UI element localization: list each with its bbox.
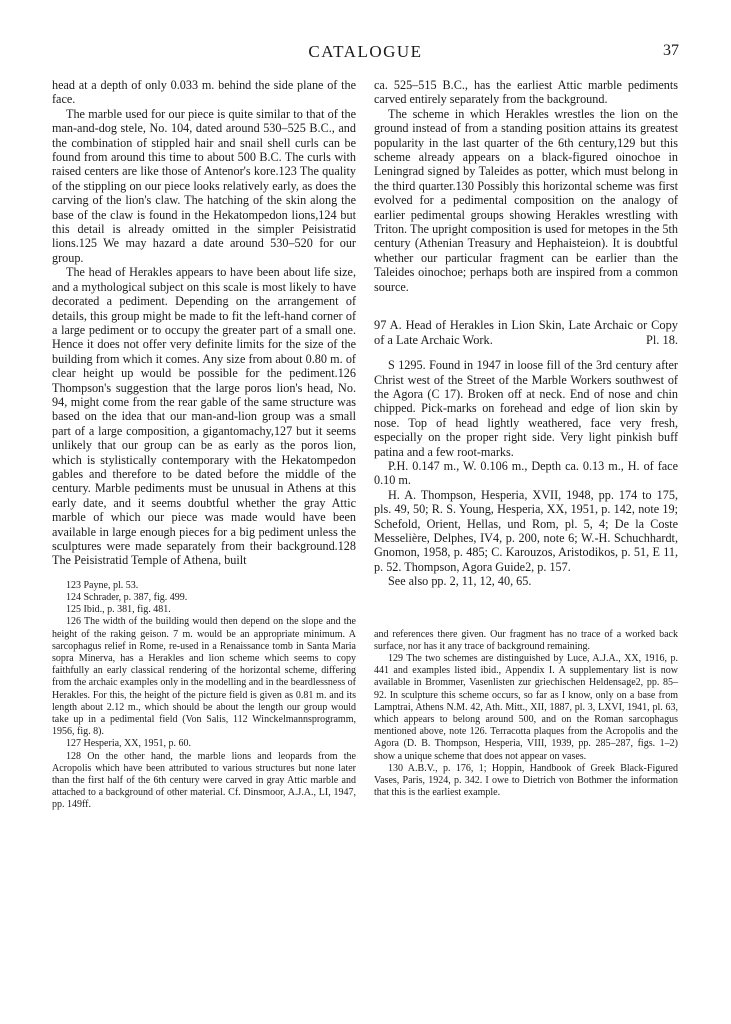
footnote: 129 The two schemes are distinguished by Luce, A.J.A., XX, 1916, p. 441 and examples listed ibid., Appendix I. A supplementary list is now available in Brommer, Vasenlisten zur griechischen Heldensage2, pp. 85–92. In sculpture this scheme occurs, so far as I know, only on a base from Lamptrai, Athens N.M. 42, Ath. Mitt., XII, 1887, pl. 3, LXVI, 1941, pl. 63, which appears to belong around 500, and on the Roman sarcophagus mentioned above, note 126. Terracotta plaques from the Acropolis and the Agora (D. B. Thompson, Hesperia, VIII, 1939, pp. 285–287, figs. 1–2) show a unique scheme that does not appear on vases.: [374, 653, 678, 762]
entry-dimensions: P.H. 0.147 m., W. 0.106 m., Depth ca. 0.13 m., H. of face 0.10 m.: [374, 458, 678, 488]
footnotes-left: [52, 580, 356, 812]
catalogue-entry-title: [374, 318, 678, 348]
page-number: 37: [663, 42, 679, 59]
body-paragraph: head at a depth of only 0.033 m. behind the side plane of the face.: [52, 78, 356, 107]
footnote: 124 Schrader, p. 387, fig. 499.: [66, 592, 188, 604]
body-paragraph: The head of Herakles appears to have been about life size, and a mythological subject on this scale is most likely to have decorated a pediment. Depending on the arrangement of details, this group might be made to fit the left-hand corner of a large pediment or to occupy the greater part of a small one. Hence it does not offer very definite limits for the size of the building from which it comes. Any size from about 0.80 m. of clear height up would be possible for the pediment.126 Thompson's suggestion that the large poros lion's head, No. 94, might come from the rear gable of the same structure was based on the idea that our man-and-lion group was a small part of a large composition, a gigantomachy,127 but it seems unlikely that our group can be as early as the poros lion, which is stylistically contemporary with the Hekatompedon gables and therefore to be dated before the middle of the century. Marble pediments must be unusual in Athens at this early date, and it seems doubtful whether the gray Attic marble of which our piece was made would have been available in large enough pieces for a big pediment unless the sculptures were made separately from their background.128 The Peisistratid Temple of Athena, built: [52, 265, 356, 568]
plate-reference: Pl. 18.: [645, 333, 678, 348]
footnote-continuation: and references there given. Our fragment has no trace of a worked back surface, nor has it any trace of background remaining.: [374, 628, 678, 652]
body-paragraph: The marble used for our piece is quite similar to that of the man-and-dog stele, No. 104, dated around 530–525 B.C., and the combination of stippled hair and snail shell curls can be found from around this time to about 500 B.C. The curls with raised centers are like those of Antenor's kore.123 The quality of the stippling on our piece looks relatively early, as does the carving of the lion's claw. The hatching of the skin along the base of the claw is found in the Hekatompedon lions,124 but this detail is already omitted in the simpler Peisistratid lions.125 We may hazard a date around 530–520 for our group.: [52, 106, 356, 265]
entry-bibliography: H. A. Thompson, Hesperia, XVII, 1948, pp. 174 to 175, pls. 49, 50; R. S. Young, Hesperia, XX, 1951, p. 142, note 19; Schefold, Orient, Hellas, und Rom, pl. 5, 4; De la Coste Messelière, Delphes, IV4, p. 200, note 6; W.-H. Schuchhardt, Gnomon, 1958, p. 485; C. Karouzos, Aristodikos, p. 51, E 11, p. 52. Thompson, Agora Guide2, p. 157.: [374, 487, 678, 574]
running-head: CATALOGUE: [308, 42, 423, 61]
footnote: 123 Payne, pl. 53.: [66, 579, 139, 591]
footnote: 127 Hesperia, XX, 1951, p. 60.: [66, 738, 191, 750]
footnote: 130 A.B.V., p. 176, 1; Hoppin, Handbook of Greek Black-Figured Vases, Paris, 1924, p. 342. I owe to Dietrich von Bothmer the information that this is the earliest example.: [374, 762, 678, 799]
left-column: [52, 78, 356, 812]
footnote: 128 On the other hand, the marble lions and leopards from the Acropolis which have been attributed to various structures but none later than the first half of the 6th century were carved in gray Attic marble and attached to a background of other material. Cf. Dinsmoor, A.J.A., LI, 1947, pp. 149ff.: [52, 750, 356, 811]
page-header: [52, 42, 679, 70]
footnotes-right: [374, 629, 678, 800]
footnote: 126 The width of the building would then depend on the slope and the height of the raking geison. 7 m. would be an appropriate minimum. A sarcophagus relief in Rome, re-used in a Renaissance tomb in Santa Maria sopra Minerva, has a Herakles and lion scheme which seems to copy faithfully an early classical rendering of the horizontal scheme, differing from the archaic examples only in the modelling and in the beardlessness of Herakles. For this, the height of the picture field is given as 0.81 m. and its length about 2.12 m., which should be about the length our group would take up in a pedimental field (Von Salis, 112 Winckelmannsprogramm, 1956, fig. 8).: [52, 616, 356, 738]
entry-see-also: See also pp. 2, 11, 12, 40, 65.: [388, 574, 532, 589]
body-paragraph: The scheme in which Herakles wrestles the lion on the ground instead of from a standing position attains its greatest popularity in the last quarter of the 6th century,129 but this scheme already appears on a black-figured oinochoe in Leningrad signed by Taleides as potter, which must belong in the third quarter.130 Possibly this horizontal scheme was first evolved for a pedimental composition on the analogy of earlier pedimental groups showing Herakles wrestling with Triton. The upright composition is used for metopes in the 5th century (Athenian Treasury and Hephaisteion). It is doubtful whether our particular fragment can be earlier than the Taleides oinochoe; perhaps both are inspired from a common source.: [374, 106, 678, 294]
entry-description: S 1295. Found in 1947 in loose fill of the 3rd century after Christ west of the Street of the Marble Workers southwest of the Agora (C 17). Broken off at neck. End of nose and chin chipped. Pick-marks on forehead and edge of lion skin by nose. Top of head lightly weathered, face very fresh, especially on the proper right side. Very light pinkish buff patina and a few root-marks.: [374, 358, 678, 459]
right-column: [374, 78, 678, 799]
footnote: 125 Ibid., p. 381, fig. 481.: [66, 604, 171, 616]
body-paragraph: ca. 525–515 B.C., has the earliest Attic marble pediments carved entirely separately from the background.: [374, 78, 678, 107]
entry-title-text: 97 A. Head of Herakles in Lion Skin, Late Archaic or Copy of a Late Archaic Work.: [374, 318, 678, 348]
